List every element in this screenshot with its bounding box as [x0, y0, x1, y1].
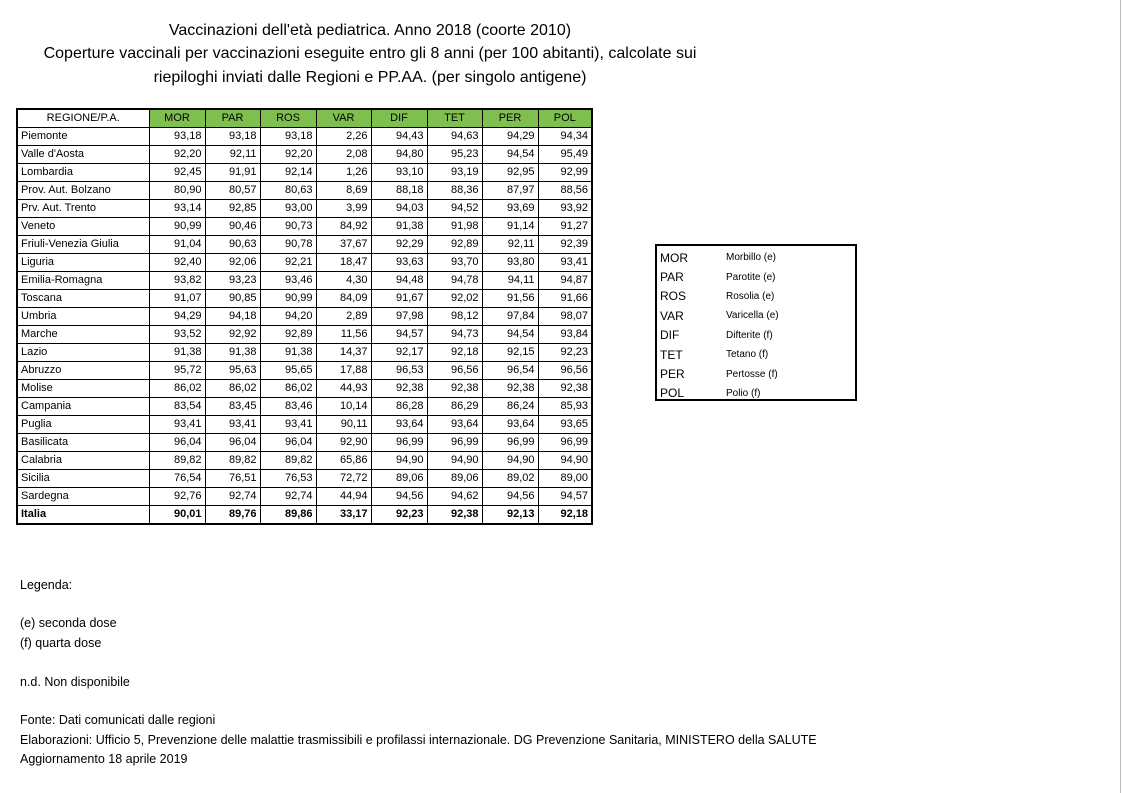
table-row	[17, 488, 592, 506]
coverage-value-cell: 93,18	[149, 128, 205, 146]
legend-code: TET	[660, 347, 683, 362]
coverage-value-cell: 89,06	[371, 470, 427, 488]
coverage-value-cell: 86,29	[427, 398, 482, 416]
coverage-value-cell: 93,82	[149, 272, 205, 290]
table-row	[17, 290, 592, 308]
table-row	[17, 452, 592, 470]
coverage-value-cell: 96,54	[482, 362, 538, 380]
header-mor: MOR	[149, 109, 205, 128]
coverage-value-cell: 86,02	[205, 380, 260, 398]
title-line-2: Coperture vaccinali per vaccinazioni eseguite entro gli 8 anni (per 100 abitanti), calcolate sui	[43, 45, 697, 62]
coverage-value-cell: 94,18	[205, 308, 260, 326]
update-note: Aggiornamento 18 aprile 2019	[20, 752, 188, 766]
coverage-value-cell: 65,86	[316, 452, 371, 470]
coverage-value-cell: 1,26	[316, 164, 371, 182]
coverage-value-cell: 92,38	[538, 380, 592, 398]
coverage-value-cell: 93,65	[538, 416, 592, 434]
coverage-value-cell: 92,15	[482, 344, 538, 362]
coverage-value-cell: 92,45	[149, 164, 205, 182]
region-name-cell: Campania	[17, 398, 149, 416]
table-row	[17, 146, 592, 164]
coverage-value-cell: 92,90	[316, 434, 371, 452]
coverage-value-cell: 89,06	[427, 470, 482, 488]
legend-description: Tetano (f)	[726, 349, 769, 361]
coverage-value-cell: 11,56	[316, 326, 371, 344]
coverage-value-cell: 37,67	[316, 236, 371, 254]
header-pol: POL	[538, 109, 592, 128]
coverage-table	[16, 108, 593, 525]
table-row	[17, 308, 592, 326]
region-name-cell: Piemonte	[17, 128, 149, 146]
coverage-value-cell: 80,57	[205, 182, 260, 200]
coverage-value-cell: 83,45	[205, 398, 260, 416]
legend-item	[657, 248, 855, 267]
region-name-cell: Marche	[17, 326, 149, 344]
coverage-value-cell: 92,92	[205, 326, 260, 344]
region-name-cell: Molise	[17, 380, 149, 398]
legend-label: Legenda:	[20, 578, 73, 592]
coverage-value-cell: 91,14	[482, 218, 538, 236]
legend-code: PAR	[660, 270, 684, 285]
legend-code: PER	[660, 367, 685, 382]
coverage-value-cell: 86,02	[260, 380, 316, 398]
legend-item	[657, 287, 855, 306]
coverage-value-cell: 94,56	[371, 488, 427, 506]
coverage-value-cell: 84,09	[316, 290, 371, 308]
coverage-value-cell: 88,56	[538, 182, 592, 200]
coverage-value-cell: 93,84	[538, 326, 592, 344]
coverage-value-cell: 98,12	[427, 308, 482, 326]
coverage-value-cell: 94,54	[482, 326, 538, 344]
legend-code: MOR	[660, 250, 688, 265]
region-name-cell: Sardegna	[17, 488, 149, 506]
region-name-cell: Umbria	[17, 308, 149, 326]
coverage-value-cell: 8,69	[316, 182, 371, 200]
header-region: REGIONE/P.A.	[17, 109, 149, 128]
coverage-value-cell: 91,07	[149, 290, 205, 308]
legend-item	[657, 345, 855, 364]
coverage-value-cell: 92,20	[149, 146, 205, 164]
table-header-row	[17, 109, 592, 128]
elaboration-note: Elaborazioni: Ufficio 5, Prevenzione delle malattie trasmissibili e profilassi internazionale. DG Prevenzione Sanitaria, MINISTERO della SALUTE	[20, 733, 817, 747]
coverage-value-cell: 93,41	[149, 416, 205, 434]
coverage-value-cell: 86,24	[482, 398, 538, 416]
coverage-value-cell: 92,99	[538, 164, 592, 182]
header-dif: DIF	[371, 109, 427, 128]
legend-item	[657, 384, 855, 403]
antigen-legend-box	[655, 244, 857, 401]
coverage-value-cell: 93,23	[205, 272, 260, 290]
region-name-cell: Toscana	[17, 290, 149, 308]
coverage-value-cell: 93,70	[427, 254, 482, 272]
table-row	[17, 326, 592, 344]
coverage-value-cell: 95,63	[205, 362, 260, 380]
table-row	[17, 362, 592, 380]
coverage-value-cell: 92,38	[371, 380, 427, 398]
coverage-value-cell: 92,06	[205, 254, 260, 272]
coverage-value-cell: 90,85	[205, 290, 260, 308]
coverage-value-cell: 44,93	[316, 380, 371, 398]
coverage-value-cell: 92,23	[371, 506, 427, 525]
coverage-value-cell: 92,76	[149, 488, 205, 506]
coverage-value-cell: 90,99	[260, 290, 316, 308]
coverage-value-cell: 91,56	[482, 290, 538, 308]
coverage-value-cell: 89,82	[149, 452, 205, 470]
region-name-cell: Veneto	[17, 218, 149, 236]
note-quarta-dose: (f) quarta dose	[20, 636, 102, 650]
coverage-value-cell: 94,43	[371, 128, 427, 146]
coverage-value-cell: 83,54	[149, 398, 205, 416]
coverage-value-cell: 92,38	[427, 506, 482, 525]
coverage-value-cell: 93,52	[149, 326, 205, 344]
coverage-value-cell: 92,95	[482, 164, 538, 182]
coverage-value-cell: 96,99	[371, 434, 427, 452]
coverage-value-cell: 96,04	[205, 434, 260, 452]
coverage-value-cell: 90,73	[260, 218, 316, 236]
coverage-value-cell: 93,69	[482, 200, 538, 218]
coverage-value-cell: 96,99	[538, 434, 592, 452]
coverage-value-cell: 94,80	[371, 146, 427, 164]
coverage-value-cell: 91,38	[205, 344, 260, 362]
coverage-value-cell: 93,41	[538, 254, 592, 272]
source-note: Fonte: Dati comunicati dalle regioni	[20, 713, 216, 727]
coverage-value-cell: 44,94	[316, 488, 371, 506]
region-name-cell: Liguria	[17, 254, 149, 272]
coverage-value-cell: 93,19	[427, 164, 482, 182]
note-non-disponibile: n.d. Non disponibile	[20, 675, 130, 689]
coverage-value-cell: 92,39	[538, 236, 592, 254]
coverage-value-cell: 98,07	[538, 308, 592, 326]
table-row	[17, 398, 592, 416]
legend-description: Pertosse (f)	[726, 368, 778, 380]
coverage-value-cell: 80,90	[149, 182, 205, 200]
coverage-value-cell: 93,46	[260, 272, 316, 290]
coverage-value-cell: 92,29	[371, 236, 427, 254]
coverage-value-cell: 92,38	[427, 380, 482, 398]
coverage-value-cell: 94,90	[371, 452, 427, 470]
coverage-value-cell: 90,78	[260, 236, 316, 254]
coverage-value-cell: 2,89	[316, 308, 371, 326]
header-var: VAR	[316, 109, 371, 128]
legend-item	[657, 306, 855, 325]
header-per: PER	[482, 109, 538, 128]
coverage-value-cell: 93,18	[260, 128, 316, 146]
legend-description: Polio (f)	[726, 387, 761, 399]
coverage-value-cell: 90,63	[205, 236, 260, 254]
region-name-cell: Prov. Aut. Bolzano	[17, 182, 149, 200]
coverage-value-cell: 97,84	[482, 308, 538, 326]
coverage-value-cell: 94,29	[482, 128, 538, 146]
coverage-value-cell: 2,26	[316, 128, 371, 146]
coverage-value-cell: 93,80	[482, 254, 538, 272]
coverage-value-cell: 94,90	[538, 452, 592, 470]
coverage-value-cell: 90,99	[149, 218, 205, 236]
legend-item	[657, 267, 855, 286]
coverage-value-cell: 86,28	[371, 398, 427, 416]
table-row	[17, 470, 592, 488]
coverage-value-cell: 89,86	[260, 506, 316, 525]
table-row	[17, 218, 592, 236]
coverage-value-cell: 94,34	[538, 128, 592, 146]
coverage-value-cell: 94,11	[482, 272, 538, 290]
coverage-value-cell: 92,85	[205, 200, 260, 218]
coverage-value-cell: 92,23	[538, 344, 592, 362]
region-name-cell: Lazio	[17, 344, 149, 362]
table-row	[17, 128, 592, 146]
coverage-value-cell: 92,18	[538, 506, 592, 525]
legend-description: Varicella (e)	[726, 310, 779, 322]
coverage-value-cell: 91,38	[260, 344, 316, 362]
coverage-value-cell: 87,97	[482, 182, 538, 200]
coverage-value-cell: 96,53	[371, 362, 427, 380]
coverage-value-cell: 14,37	[316, 344, 371, 362]
coverage-value-cell: 80,63	[260, 182, 316, 200]
coverage-value-cell: 89,00	[538, 470, 592, 488]
coverage-value-cell: 93,63	[371, 254, 427, 272]
coverage-value-cell: 85,93	[538, 398, 592, 416]
coverage-value-cell: 93,41	[205, 416, 260, 434]
coverage-value-cell: 94,62	[427, 488, 482, 506]
coverage-value-cell: 95,65	[260, 362, 316, 380]
coverage-value-cell: 89,76	[205, 506, 260, 525]
coverage-value-cell: 90,11	[316, 416, 371, 434]
coverage-value-cell: 96,99	[427, 434, 482, 452]
region-name-cell: Emilia-Romagna	[17, 272, 149, 290]
coverage-value-cell: 76,53	[260, 470, 316, 488]
coverage-value-cell: 94,20	[260, 308, 316, 326]
legend-description: Morbillo (e)	[726, 252, 777, 264]
header-tet: TET	[427, 109, 482, 128]
legend-code: DIF	[660, 328, 680, 343]
coverage-value-cell: 94,57	[371, 326, 427, 344]
coverage-value-cell: 94,90	[427, 452, 482, 470]
coverage-value-cell: 92,02	[427, 290, 482, 308]
coverage-value-cell: 92,14	[260, 164, 316, 182]
coverage-value-cell: 94,48	[371, 272, 427, 290]
region-name-cell: Calabria	[17, 452, 149, 470]
table-row	[17, 272, 592, 290]
coverage-value-cell: 92,18	[427, 344, 482, 362]
coverage-value-cell: 76,51	[205, 470, 260, 488]
coverage-value-cell: 92,20	[260, 146, 316, 164]
title-line-1: Vaccinazioni dell'età pediatrica. Anno 2018 (coorte 2010)	[168, 22, 572, 39]
coverage-value-cell: 3,99	[316, 200, 371, 218]
coverage-value-cell: 92,38	[482, 380, 538, 398]
coverage-value-cell: 93,92	[538, 200, 592, 218]
header-ros: ROS	[260, 109, 316, 128]
coverage-value-cell: 95,72	[149, 362, 205, 380]
coverage-value-cell: 94,52	[427, 200, 482, 218]
coverage-value-cell: 88,18	[371, 182, 427, 200]
header-par: PAR	[205, 109, 260, 128]
coverage-value-cell: 96,56	[427, 362, 482, 380]
table-row	[17, 164, 592, 182]
table-row	[17, 416, 592, 434]
coverage-value-cell: 92,13	[482, 506, 538, 525]
coverage-value-cell: 33,17	[316, 506, 371, 525]
coverage-value-cell: 90,01	[149, 506, 205, 525]
coverage-value-cell: 92,21	[260, 254, 316, 272]
coverage-value-cell: 91,27	[538, 218, 592, 236]
coverage-value-cell: 94,73	[427, 326, 482, 344]
legend-description: Rosolia (e)	[726, 290, 775, 302]
coverage-value-cell: 93,64	[482, 416, 538, 434]
coverage-value-cell: 97,98	[371, 308, 427, 326]
table-total-row	[17, 506, 592, 525]
coverage-value-cell: 72,72	[316, 470, 371, 488]
coverage-value-cell: 91,66	[538, 290, 592, 308]
coverage-value-cell: 94,29	[149, 308, 205, 326]
coverage-value-cell: 94,63	[427, 128, 482, 146]
coverage-value-cell: 83,46	[260, 398, 316, 416]
table-row	[17, 434, 592, 452]
coverage-value-cell: 92,89	[260, 326, 316, 344]
coverage-value-cell: 92,74	[260, 488, 316, 506]
coverage-value-cell: 92,11	[482, 236, 538, 254]
coverage-value-cell: 93,00	[260, 200, 316, 218]
coverage-value-cell: 93,41	[260, 416, 316, 434]
table-row	[17, 254, 592, 272]
region-name-cell: Valle d'Aosta	[17, 146, 149, 164]
coverage-value-cell: 94,03	[371, 200, 427, 218]
coverage-value-cell: 91,67	[371, 290, 427, 308]
coverage-value-cell: 95,49	[538, 146, 592, 164]
coverage-value-cell: 89,82	[205, 452, 260, 470]
coverage-value-cell: 96,04	[149, 434, 205, 452]
coverage-value-cell: 93,64	[427, 416, 482, 434]
legend-description: Difterite (f)	[726, 329, 773, 341]
coverage-value-cell: 94,54	[482, 146, 538, 164]
coverage-value-cell: 91,04	[149, 236, 205, 254]
coverage-value-cell: 91,38	[371, 218, 427, 236]
legend-code: POL	[660, 386, 685, 401]
region-name-cell: Italia	[17, 506, 149, 525]
coverage-value-cell: 76,54	[149, 470, 205, 488]
coverage-value-cell: 92,17	[371, 344, 427, 362]
coverage-value-cell: 91,38	[149, 344, 205, 362]
coverage-value-cell: 92,74	[205, 488, 260, 506]
coverage-value-cell: 18,47	[316, 254, 371, 272]
coverage-value-cell: 95,23	[427, 146, 482, 164]
legend-item	[657, 326, 855, 345]
coverage-value-cell: 90,46	[205, 218, 260, 236]
legend-item	[657, 364, 855, 383]
coverage-value-cell: 17,88	[316, 362, 371, 380]
coverage-value-cell: 91,91	[205, 164, 260, 182]
region-name-cell: Friuli-Venezia Giulia	[17, 236, 149, 254]
coverage-value-cell: 86,02	[149, 380, 205, 398]
coverage-value-cell: 10,14	[316, 398, 371, 416]
region-name-cell: Lombardia	[17, 164, 149, 182]
legend-code: ROS	[660, 289, 687, 304]
coverage-value-cell: 89,82	[260, 452, 316, 470]
coverage-value-cell: 94,90	[482, 452, 538, 470]
coverage-value-cell: 2,08	[316, 146, 371, 164]
coverage-value-cell: 94,78	[427, 272, 482, 290]
region-name-cell: Basilicata	[17, 434, 149, 452]
table-row	[17, 200, 592, 218]
coverage-value-cell: 94,87	[538, 272, 592, 290]
legend-description: Parotite (e)	[726, 271, 776, 283]
table-row	[17, 236, 592, 254]
title-line-3: riepiloghi inviati dalle Regioni e PP.AA. (per singolo antigene)	[153, 69, 587, 86]
coverage-value-cell: 4,30	[316, 272, 371, 290]
coverage-value-cell: 92,11	[205, 146, 260, 164]
page-edge-line	[1120, 0, 1121, 793]
coverage-value-cell: 89,02	[482, 470, 538, 488]
coverage-value-cell: 96,99	[482, 434, 538, 452]
coverage-value-cell: 93,14	[149, 200, 205, 218]
coverage-value-cell: 88,36	[427, 182, 482, 200]
coverage-value-cell: 93,10	[371, 164, 427, 182]
coverage-value-cell: 96,56	[538, 362, 592, 380]
legend-code: VAR	[660, 308, 684, 323]
region-name-cell: Puglia	[17, 416, 149, 434]
coverage-value-cell: 94,56	[482, 488, 538, 506]
coverage-value-cell: 96,04	[260, 434, 316, 452]
coverage-value-cell: 91,98	[427, 218, 482, 236]
table-row	[17, 344, 592, 362]
coverage-value-cell: 94,57	[538, 488, 592, 506]
coverage-value-cell: 92,40	[149, 254, 205, 272]
coverage-value-cell: 92,89	[427, 236, 482, 254]
region-name-cell: Abruzzo	[17, 362, 149, 380]
table-row	[17, 182, 592, 200]
coverage-value-cell: 93,18	[205, 128, 260, 146]
coverage-value-cell: 84,92	[316, 218, 371, 236]
region-name-cell: Sicilia	[17, 470, 149, 488]
region-name-cell: Prv. Aut. Trento	[17, 200, 149, 218]
table-row	[17, 380, 592, 398]
note-seconda-dose: (e) seconda dose	[20, 616, 117, 630]
coverage-value-cell: 93,64	[371, 416, 427, 434]
